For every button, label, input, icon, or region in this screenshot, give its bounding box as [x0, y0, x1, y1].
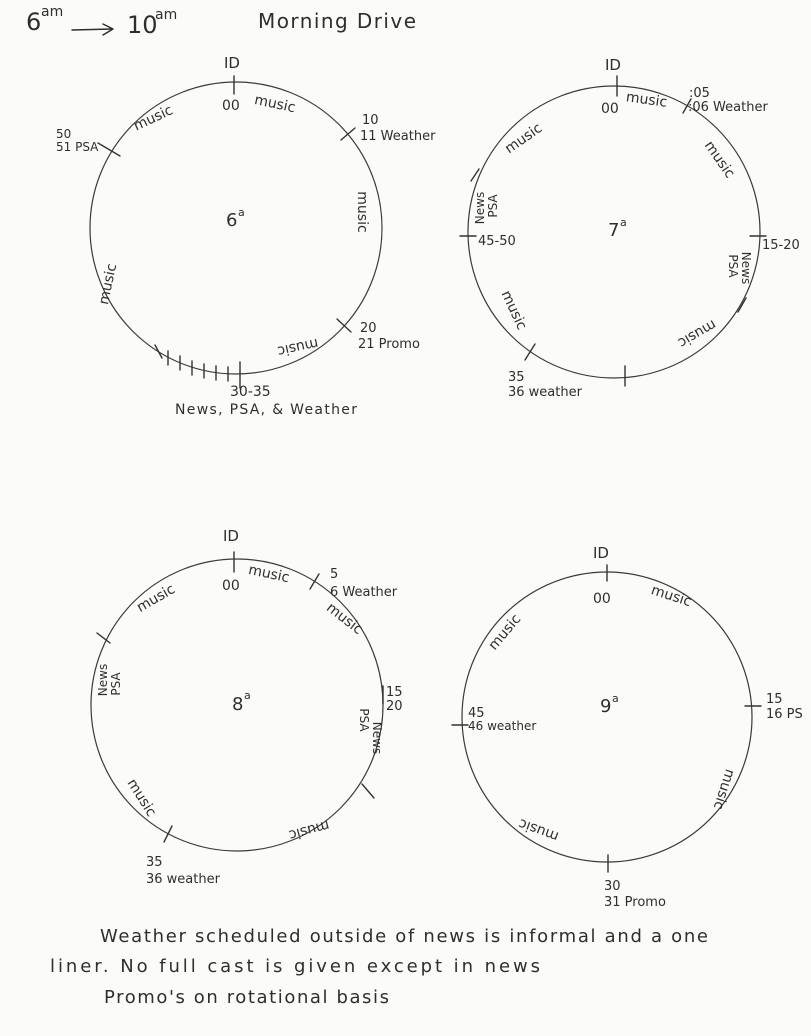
- clock-6am: [56, 54, 436, 418]
- note-line: Promo's on rotational basis: [104, 987, 389, 1008]
- music-segment-label: music: [675, 316, 719, 351]
- end-hour-suffix: am: [155, 7, 178, 23]
- tick-mark: [97, 633, 110, 643]
- minute-mark: 45-50: [478, 234, 516, 249]
- tick-mark: [738, 298, 746, 312]
- music-segment-label: music: [649, 582, 694, 611]
- music-segment-label: music: [246, 561, 291, 587]
- music-segment-label: music: [131, 102, 176, 135]
- music-segment-label: music: [95, 262, 121, 307]
- minute-mark: 15: [766, 692, 783, 707]
- clock-9am: [452, 544, 803, 910]
- psa-event-label: 51 PSA: [56, 140, 99, 154]
- psa-segment-label: PSA: [357, 708, 371, 732]
- promo-event-label: 21 Promo: [358, 337, 420, 352]
- news-segment-label: News: [96, 663, 110, 697]
- clock-hour-suffix: a: [244, 689, 251, 702]
- clock-hour-label: 8: [232, 694, 244, 715]
- minute-mark: 35: [508, 370, 525, 385]
- minute-mark: 10: [362, 113, 379, 128]
- music-segment-label: music: [286, 816, 332, 843]
- minute-mark: 15-20: [762, 238, 800, 253]
- tick-mark: [341, 128, 355, 140]
- weather-event-label: :06 Weather: [688, 100, 768, 115]
- minute-mark: :05: [689, 86, 710, 101]
- clock-8am: [91, 527, 403, 887]
- note-line: liner. No full cast is given except in news: [50, 956, 540, 977]
- tick-mark: [164, 826, 172, 842]
- id-label: ID: [224, 54, 240, 72]
- psa-segment-label: PSA: [109, 672, 123, 696]
- news-segment-label: News: [473, 191, 487, 225]
- clock-hour-label: 6: [226, 210, 238, 231]
- music-segment-label: music: [485, 611, 525, 654]
- weather-event-label: 11 Weather: [360, 129, 436, 144]
- arrow-right-icon: [72, 24, 113, 35]
- minute-mark: 20: [386, 699, 403, 714]
- id-label: ID: [223, 527, 239, 545]
- top-of-hour-mark: 00: [222, 98, 240, 114]
- music-segment-label: music: [516, 815, 561, 845]
- music-segment-label: music: [624, 89, 669, 111]
- top-of-hour-mark: 00: [593, 591, 611, 607]
- news-segment-label: News: [370, 721, 384, 755]
- clock-hour-suffix: a: [620, 216, 627, 229]
- music-segment-label: music: [252, 91, 297, 117]
- tick-mark: [98, 143, 120, 156]
- psa-segment-label: PSA: [486, 194, 500, 218]
- start-hour: 6: [26, 8, 42, 36]
- note-line: Weather scheduled outside of news is informal and a one: [100, 926, 708, 947]
- id-label: ID: [605, 56, 621, 74]
- minute-mark: 35: [146, 855, 163, 870]
- music-segment-label: music: [134, 581, 178, 616]
- tick-mark: [525, 344, 535, 360]
- minute-mark: 30: [604, 879, 621, 894]
- clock-hour-suffix: a: [238, 206, 245, 219]
- minute-mark: 20: [360, 321, 377, 336]
- weather-event-label: 36 weather: [508, 385, 582, 400]
- minute-mark: 50: [56, 127, 72, 141]
- music-segment-label: music: [709, 767, 738, 812]
- music-segment-label: music: [354, 191, 370, 233]
- music-segment-label: music: [123, 776, 160, 820]
- clock-hour-label: 7: [608, 220, 620, 241]
- clock-hour-suffix: a: [612, 692, 619, 705]
- tick-mark: [362, 784, 374, 798]
- end-hour: 10: [127, 11, 158, 39]
- music-segment-label: music: [275, 334, 320, 360]
- clock-9am-ring: [462, 572, 752, 862]
- weather-event-label: 36 weather: [146, 872, 220, 887]
- news-event-label: News, PSA, & Weather: [175, 402, 357, 418]
- minute-mark: 30-35: [230, 384, 271, 400]
- weather-event-label: 46 weather: [468, 719, 537, 733]
- start-hour-suffix: am: [41, 4, 64, 20]
- footer-notes: [50, 926, 708, 1008]
- minute-mark: 15: [386, 685, 403, 700]
- clock-hour-label: 9: [600, 696, 612, 717]
- header: [26, 4, 416, 39]
- tick-mark: [155, 345, 162, 358]
- music-segment-label: music: [497, 288, 530, 333]
- psa-segment-label: PSA: [726, 254, 740, 278]
- minute-mark: 45: [468, 706, 485, 721]
- music-segment-label: music: [700, 138, 738, 182]
- psa-event-label: 16 PS: [766, 707, 803, 722]
- weather-event-label: 6 Weather: [330, 585, 398, 600]
- music-segment-label: music: [502, 120, 546, 158]
- promo-event-label: 31 Promo: [604, 895, 666, 910]
- news-segment-label: News: [739, 251, 753, 285]
- top-of-hour-mark: 00: [222, 578, 240, 594]
- page-title: Morning Drive: [258, 9, 416, 33]
- tick-mark: [310, 574, 319, 589]
- music-segment-label: music: [323, 599, 366, 638]
- minute-mark: 5: [330, 567, 339, 582]
- top-of-hour-mark: 00: [601, 101, 619, 117]
- id-label: ID: [593, 544, 609, 562]
- clock-7am: [460, 56, 800, 400]
